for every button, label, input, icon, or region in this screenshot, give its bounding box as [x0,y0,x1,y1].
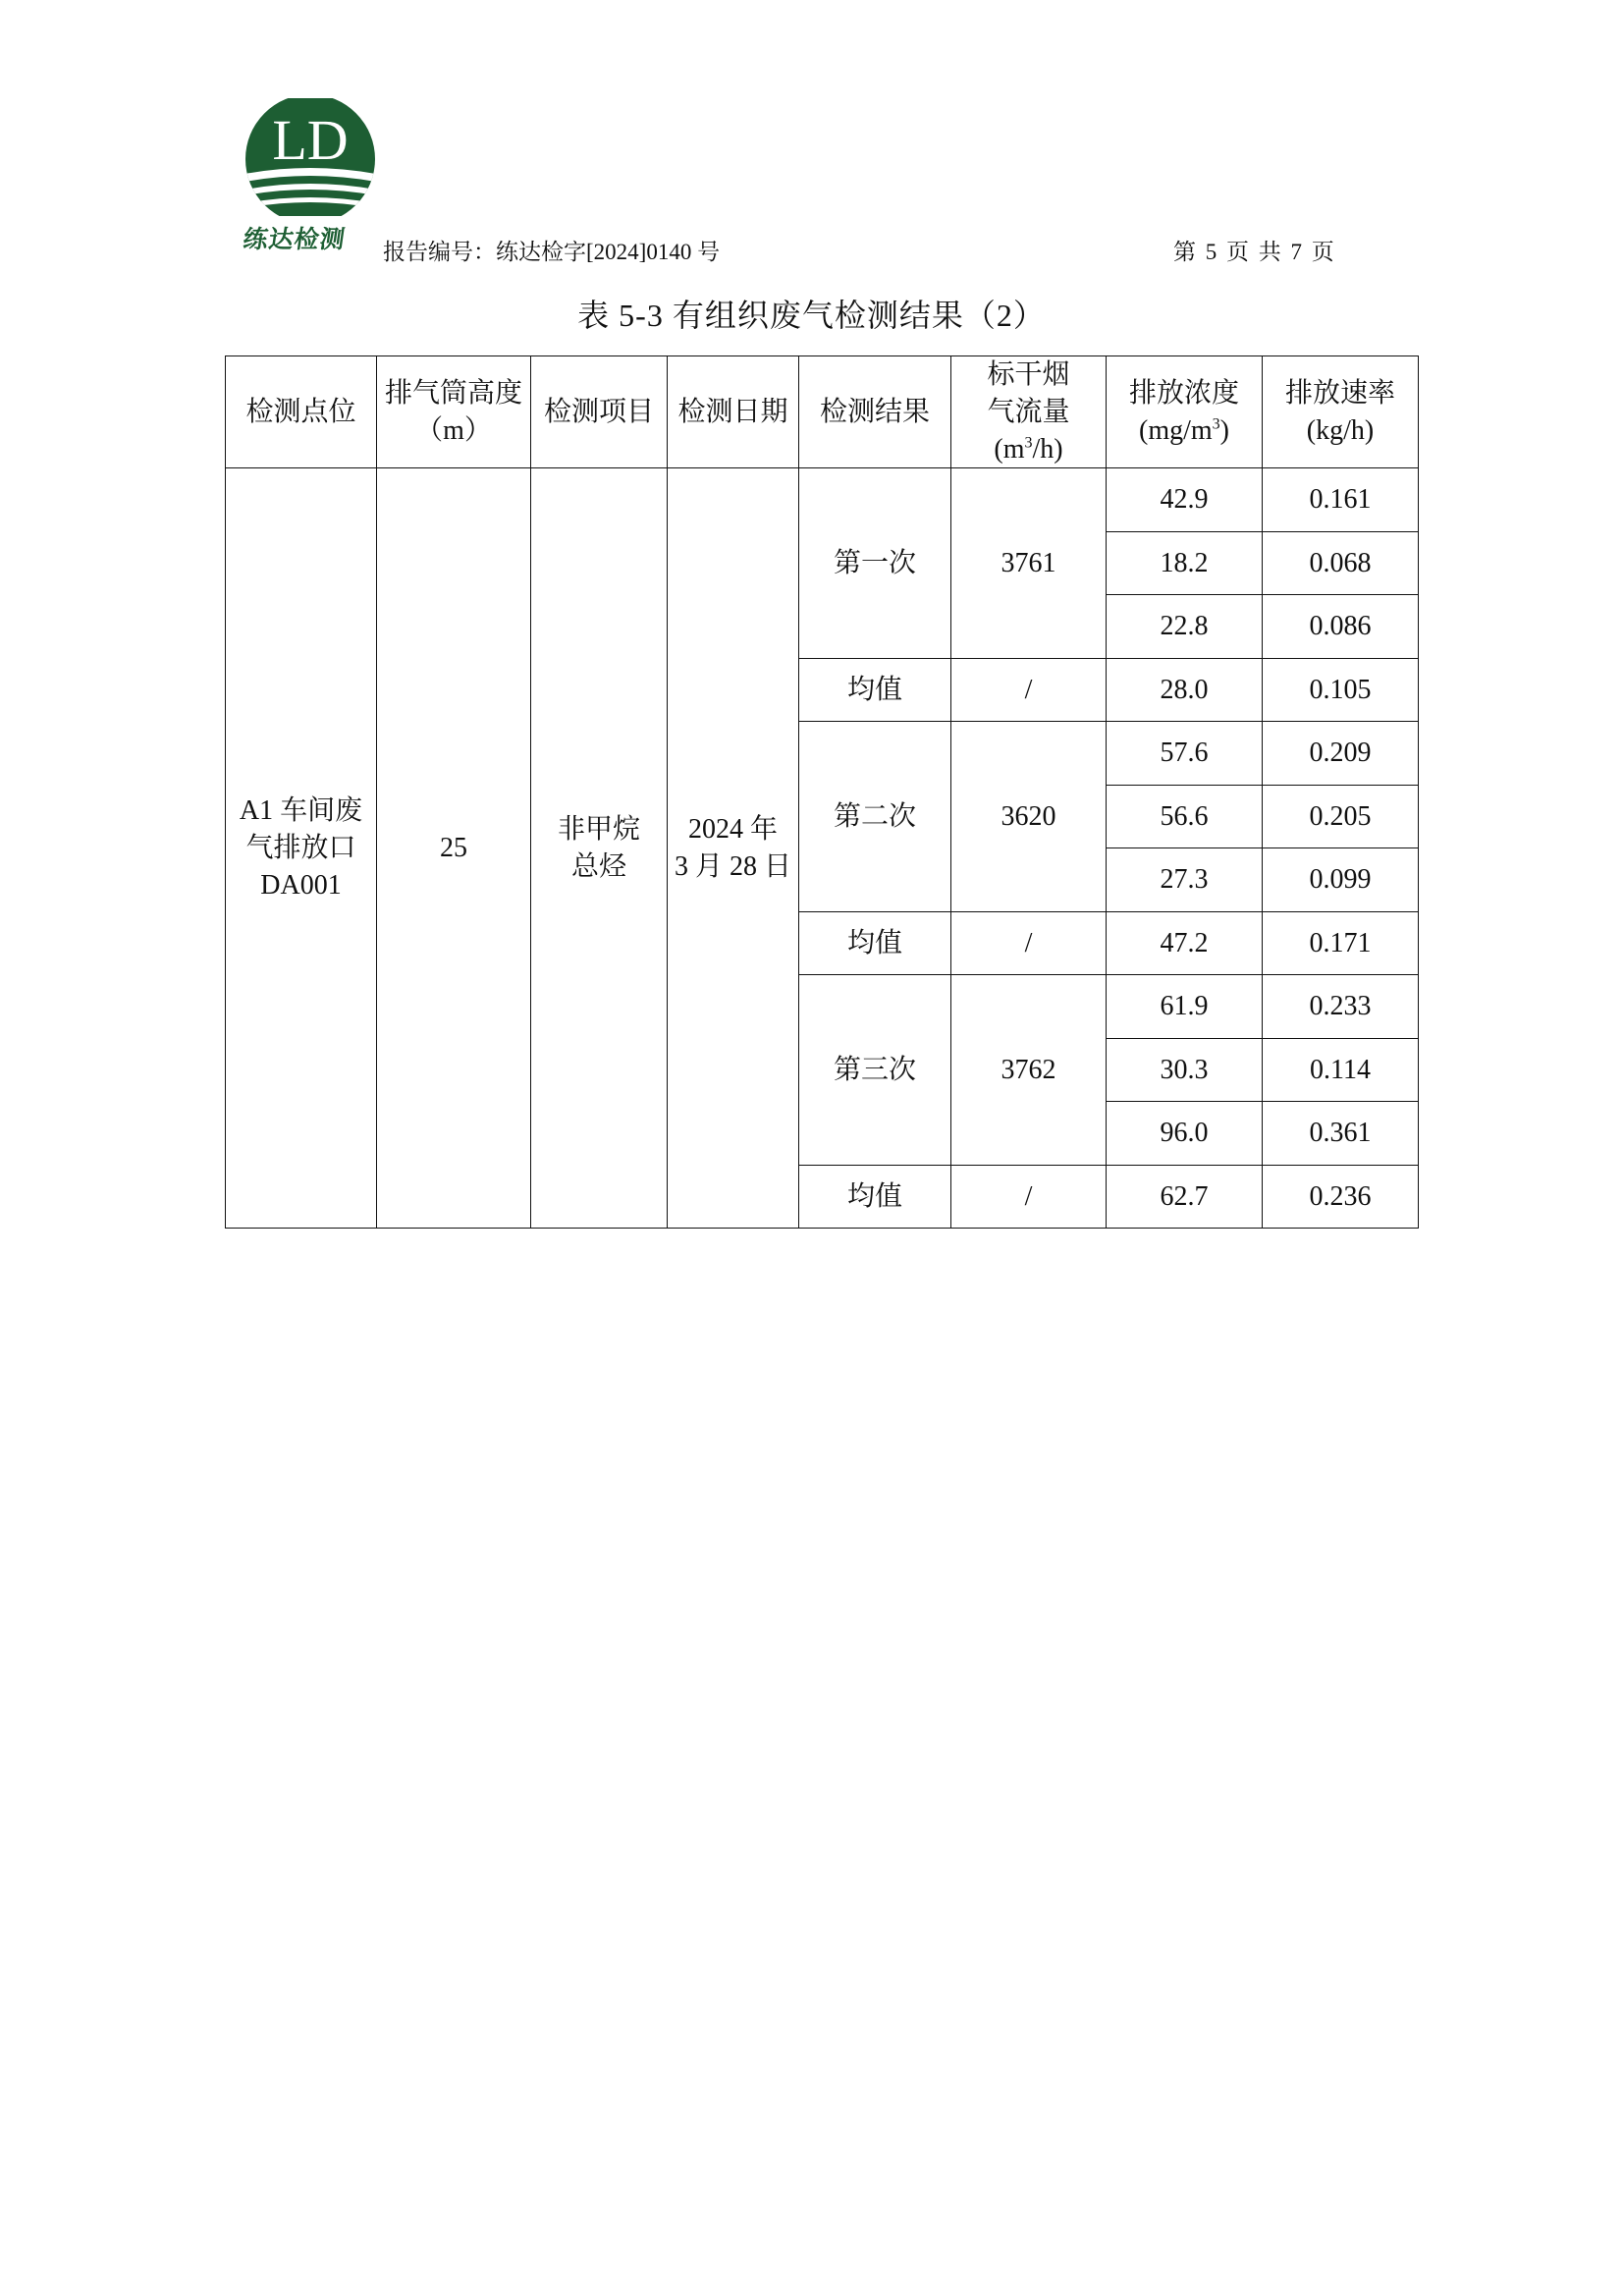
cell-point: A1 车间废 气排放口 DA001 [226,468,377,1229]
cell-conc: 61.9 [1107,975,1263,1039]
cell-mean-label: 均值 [799,658,951,722]
cell-group-label: 第一次 [799,468,951,659]
logo-company-name: 练达检测 [241,225,348,253]
cell-rate: 0.233 [1263,975,1419,1039]
results-table [225,355,1419,1229]
table-header-row [226,356,1419,468]
cell-group-flow: 3762 [951,975,1107,1166]
cell-mean-conc: 62.7 [1107,1165,1263,1229]
cell-conc: 27.3 [1107,848,1263,912]
cell-group-label: 第三次 [799,975,951,1166]
col-header-point: 检测点位 [226,356,377,468]
logo-initials: LD [272,108,349,172]
page-number: 第 5 页 共 7 页 [1173,240,1334,264]
cell-mean-flow: / [951,911,1107,975]
cell-mean-flow: / [951,658,1107,722]
company-logo [240,98,381,216]
cell-rate: 0.114 [1263,1038,1419,1102]
cell-mean-flow: / [951,1165,1107,1229]
cell-conc: 30.3 [1107,1038,1263,1102]
cell-height: 25 [377,468,531,1229]
cell-conc: 42.9 [1107,468,1263,532]
cell-rate: 0.086 [1263,595,1419,659]
col-header-result: 检测结果 [799,356,951,468]
cell-mean-label: 均值 [799,911,951,975]
cell-item: 非甲烷 总烃 [531,468,668,1229]
cell-rate: 0.205 [1263,785,1419,848]
report-number: 报告编号：练达检字[2024]0140 号 [383,240,721,264]
table-row [226,468,1419,532]
cell-conc: 57.6 [1107,722,1263,786]
col-header-flow: 标干烟 气流量 $(m^3/h)$ [951,356,1107,468]
col-header-rate: 排放速率 (kg/h) [1263,356,1419,468]
cell-rate: 0.068 [1263,531,1419,595]
cell-group-flow: 3761 [951,468,1107,659]
cell-rate: 0.161 [1263,468,1419,532]
col-header-item: 检测项目 [531,356,668,468]
cell-conc: 22.8 [1107,595,1263,659]
table-title: 表 5-3 有组织废气检测结果（2） [577,298,1046,333]
col-header-height: 排气筒高度 （m） [377,356,531,468]
cell-mean-conc: 47.2 [1107,911,1263,975]
cell-conc: 56.6 [1107,785,1263,848]
cell-group-label: 第二次 [799,722,951,912]
cell-date: 2024 年 3 月 28 日 [668,468,799,1229]
cell-rate: 0.361 [1263,1102,1419,1166]
cell-mean-rate: 0.236 [1263,1165,1419,1229]
cell-rate: 0.209 [1263,722,1419,786]
cell-mean-conc: 28.0 [1107,658,1263,722]
col-header-concentration: 排放浓度 $(mg/m^3)$ [1107,356,1263,468]
cell-conc: 18.2 [1107,531,1263,595]
cell-group-flow: 3620 [951,722,1107,912]
cell-mean-label: 均值 [799,1165,951,1229]
col-header-date: 检测日期 [668,356,799,468]
cell-mean-rate: 0.171 [1263,911,1419,975]
cell-mean-rate: 0.105 [1263,658,1419,722]
cell-rate: 0.099 [1263,848,1419,912]
cell-conc: 96.0 [1107,1102,1263,1166]
